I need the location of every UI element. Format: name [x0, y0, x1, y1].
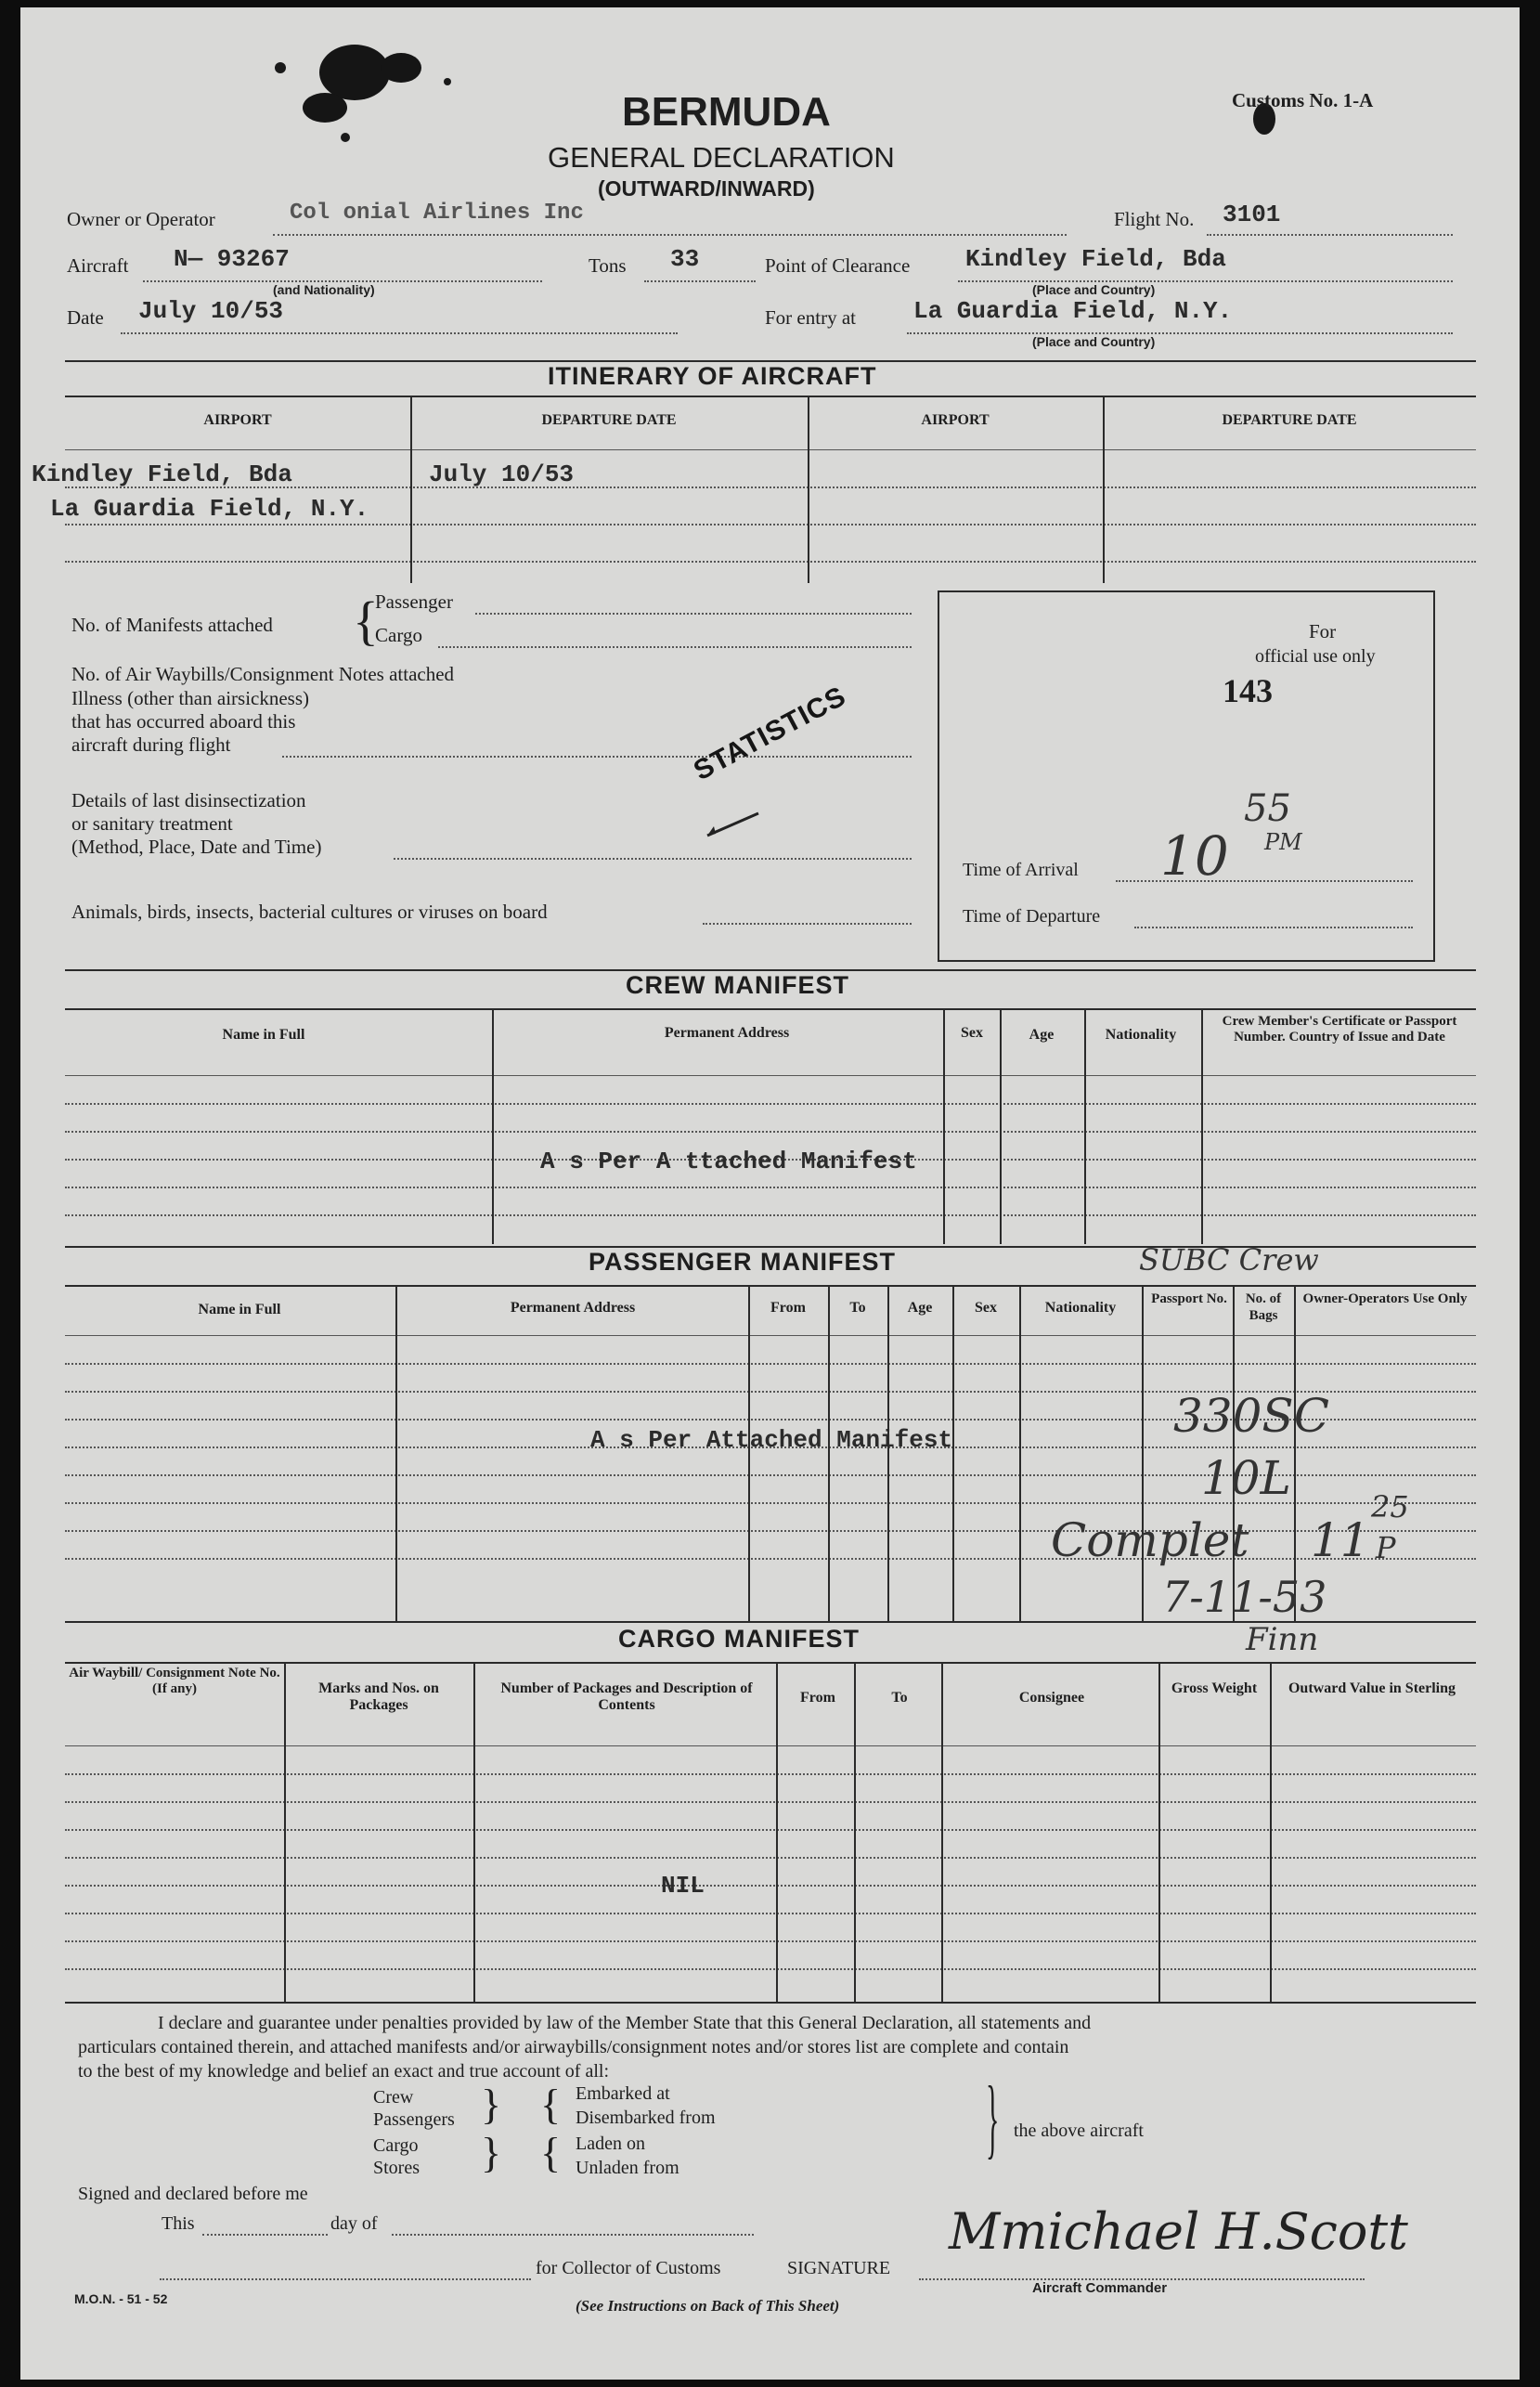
pass-col-from: From: [770, 1300, 806, 1316]
manifests-label: No. of Manifests attached: [71, 614, 273, 636]
official-label-1: For: [1309, 620, 1337, 642]
decl-this: This: [162, 2213, 195, 2234]
animals-label: Animals, birds, insects, bacterial cultures or viruses on board: [71, 901, 548, 923]
crew-col-nationality: Nationality: [1105, 1027, 1177, 1043]
hand-330sc: 330SC: [1173, 1389, 1329, 1443]
arrival-label: Time of Arrival: [963, 860, 1079, 880]
illness-line-2: that has occurred aboard this: [71, 710, 296, 733]
owner-label: Owner or Operator: [67, 208, 215, 230]
entry-label: For entry at: [765, 306, 856, 329]
tons-value: 33: [670, 245, 700, 273]
crew-title: CREW MANIFEST: [626, 971, 849, 999]
clearance-label: Point of Clearance: [765, 254, 911, 277]
stamp-arrow-icon: [703, 806, 768, 843]
cargo-label: Cargo: [375, 624, 422, 646]
passenger-title: PASSENGER MANIFEST: [589, 1248, 897, 1276]
decl-instructions: (See Instructions on Back of This Sheet): [576, 2297, 840, 2315]
cargo-col-waybill: Air Waybill/ Consignment Note No. (If any): [69, 1666, 280, 1696]
form-title: GENERAL DECLARATION: [548, 141, 895, 174]
hand-10l: 10L: [1201, 1451, 1291, 1505]
decl-above: the above aircraft: [1014, 2121, 1144, 2141]
arrival-value: 10: [1160, 824, 1229, 888]
hand-complet: Complet: [1051, 1513, 1249, 1567]
arrival-minutes: 55: [1244, 787, 1291, 830]
itinerary-row-2-airport: La Guardia Field, N.Y.: [50, 495, 369, 523]
crew-col-sex: Sex: [961, 1025, 983, 1041]
flight-value: 3101: [1223, 201, 1281, 228]
hand-initials: Finn: [1246, 1621, 1319, 1658]
decl-disembarked: Disembarked from: [576, 2108, 716, 2128]
illness-line-3: aircraft during flight: [71, 733, 231, 756]
passenger-note: A s Per Attached Manifest: [590, 1426, 953, 1454]
place-note-2: (Place and Country): [1032, 334, 1156, 349]
statistics-stamp: STATISTICS: [689, 681, 851, 787]
decl-signed: Signed and declared before me: [78, 2184, 308, 2204]
pass-col-to: To: [849, 1300, 866, 1316]
pass-col-sex: Sex: [975, 1300, 997, 1316]
itinerary-row-1-departure: July 10/53: [429, 461, 575, 488]
decl-stores: Stores: [373, 2158, 420, 2178]
aircraft-label: Aircraft: [67, 254, 129, 277]
pass-col-passport: Passport No.: [1151, 1291, 1227, 1306]
departure-time-label: Time of Departure: [963, 906, 1101, 927]
aircraft-note: (and Nationality): [273, 282, 375, 297]
crew-col-certificate: Crew Member's Certificate or Passport Number. Country of Issue and Date: [1222, 1014, 1457, 1044]
passenger-hand-note: SUBC Crew: [1139, 1242, 1319, 1278]
cargo-col-marks: Marks and Nos. on Packages: [318, 1680, 439, 1713]
decl-crew: Crew: [373, 2087, 414, 2108]
date-value: July 10/53: [138, 297, 284, 325]
form-number: Customs No. 1-A: [1232, 89, 1374, 111]
pass-col-owner-use: Owner-Operators Use Only: [1302, 1291, 1468, 1306]
disinsect-line-2: or sanitary treatment: [71, 812, 233, 835]
cargo-title: CARGO MANIFEST: [618, 1625, 860, 1653]
pass-col-nationality: Nationality: [1044, 1300, 1117, 1316]
form-code: M.O.N. - 51 - 52: [74, 2291, 168, 2306]
waybills-label: No. of Air Waybills/Consignment Notes attached: [71, 663, 455, 685]
flight-label: Flight No.: [1114, 208, 1195, 230]
pass-col-bags: No. of Bags: [1245, 1291, 1282, 1323]
pass-col-age: Age: [907, 1300, 933, 1316]
clearance-value: Kindley Field, Bda: [965, 245, 1226, 273]
crew-col-address: Permanent Address: [664, 1025, 790, 1041]
owner-value: Col onial Airlines Inc: [290, 201, 584, 226]
cargo-col-value: Outward Value in Sterling: [1288, 1680, 1456, 1696]
decl-commander: Aircraft Commander: [1032, 2280, 1168, 2296]
official-label-2: official use only: [1255, 646, 1376, 667]
illness-line-1: Illness (other than airsickness): [71, 687, 310, 709]
aircraft-value: N— 93267: [174, 245, 290, 273]
crew-col-name: Name in Full: [222, 1027, 305, 1043]
country-title: BERMUDA: [622, 89, 831, 135]
hand-time-p: P: [1376, 1530, 1396, 1565]
cargo-col-from: From: [800, 1690, 835, 1706]
declaration-sheet: BERMUDA GENERAL DECLARATION (OUTWARD/INWARD) Customs No. 1-A Owner or Operator Col onial Airlines Inc Flight No. 3101 Aircraft N— 93267 (and Nationality) Tons 33 Point of Clearance Kindley Field, Bda (Place and Country) Date July 10/53 For entry at La Guardia Field, N.Y. (Place and Country) ITINERARY OF AIRCRAFT AIRPORT DEPARTURE DATE AIRPORT DEPARTURE DATE Kindley Field, Bda July 10/53 La Guardia Field, N.Y. No. of Manifests attached { Passenger Cargo No. of Air Waybills/Consignment Notes attached Illness (other than airsickness) that has occurred aboard this aircraft during flight Details of last disinsectization or sanitary treatment (Method, Place, Date and Time) Animals, birds, insects, bacterial cultures or viruses on board STATISTICS For official use only 143 Time of Arrival 10 55 PM Time of Departure CREW MANIFEST Name in Full Permanent Address Sex Age Nationality Crew Member's Certificate or Passport Number. Country of Issue and Date A s Per A ttached Manifest PASSENGER MANIFEST SUBC Crew Name in Full Permanent Address From To Age Sex Nationality Passport No. No. of Bags Owner-Operators Use Only A s Per Attached Manifest 330SC 10L Complet 11 25 P 7-11-53 Finn CARGO MANIFEST Air Waybill/ Consignment Note No. (If any) Marks and Nos. on Packages Number of Packages and Description of Contents From To Consignee Gross Weight Outward Value in Sterling NIL I declare and guarantee under penalties provided by law of the Member State that this General Declaration, all statements and particulars contained therein, and attached manifests and/or airwaybills/consignment notes and/or stores list are complete and contain to the best of my knowledge and belief an exact and true account of all: Crew Passengers Cargo Stores } } { { Embarked at Disembarked from Laden on Unladen from } the above aircraft Signed and declared before me This day of for Collector of Customs SIGNATURE Mmichael H.Scott Aircraft Commander (See Instructions on Back of This Sheet) M.O.N. - 51 - 52: [20, 7, 1520, 2380]
pass-col-address: Permanent Address: [510, 1300, 636, 1316]
disinsect-line-1: Details of last disinsectization: [71, 789, 306, 811]
ink-blot-image: [243, 26, 485, 165]
declaration-line-2: particulars contained therein, and attached manifests and/or airwaybills/consignment notes and/or stores list are complete and contain: [78, 2037, 1069, 2057]
arrival-ampm: PM: [1264, 829, 1302, 855]
declaration-line-1: I declare and guarantee under penalties provided by law of the Member State that this General Declaration, all statements and: [158, 2013, 1092, 2033]
col-departure-2: DEPARTURE DATE: [1222, 412, 1357, 428]
decl-laden: Laden on: [576, 2134, 645, 2154]
decl-cargo: Cargo: [373, 2135, 419, 2156]
declaration-line-3: to the best of my knowledge and belief an exact and true account of all:: [78, 2061, 610, 2082]
crew-note: A s Per A ttached Manifest: [540, 1148, 917, 1175]
date-label: Date: [67, 306, 104, 329]
hand-date: 7-11-53: [1162, 1572, 1327, 1622]
cargo-col-gross: Gross Weight: [1171, 1680, 1258, 1696]
pass-col-name: Name in Full: [198, 1302, 281, 1317]
official-number: 143: [1223, 672, 1273, 709]
itinerary-row-1-airport: Kindley Field, Bda: [32, 461, 292, 488]
itinerary-title: ITINERARY OF AIRCRAFT: [548, 362, 877, 390]
disinsect-line-3: (Method, Place, Date and Time): [71, 836, 322, 858]
cargo-note: NIL: [661, 1872, 705, 1900]
col-departure-1: DEPARTURE DATE: [541, 412, 677, 428]
col-airport-1: AIRPORT: [203, 412, 272, 428]
cargo-col-to: To: [891, 1690, 908, 1706]
crew-col-age: Age: [1029, 1027, 1055, 1043]
decl-day-of: day of: [330, 2213, 378, 2234]
hand-time-minutes: 25: [1371, 1489, 1409, 1524]
commander-signature: Mmichael H.Scott: [949, 2202, 1408, 2261]
decl-passengers: Passengers: [373, 2109, 455, 2130]
decl-embarked: Embarked at: [576, 2083, 670, 2104]
decl-unladen: Unladen from: [576, 2158, 679, 2178]
col-airport-2: AIRPORT: [921, 412, 990, 428]
tons-label: Tons: [589, 254, 627, 277]
place-note-1: (Place and Country): [1032, 282, 1156, 297]
form-subtitle: (OUTWARD/INWARD): [598, 176, 815, 201]
cargo-col-consignee: Consignee: [1018, 1690, 1085, 1706]
entry-value: La Guardia Field, N.Y.: [913, 297, 1233, 325]
decl-collector: for Collector of Customs: [536, 2258, 721, 2278]
passenger-label: Passenger: [375, 590, 453, 613]
cargo-col-packages: Number of Packages and Description of Contents: [500, 1680, 753, 1713]
hand-time: 11: [1311, 1513, 1370, 1567]
decl-signature-label: SIGNATURE: [787, 2258, 891, 2278]
